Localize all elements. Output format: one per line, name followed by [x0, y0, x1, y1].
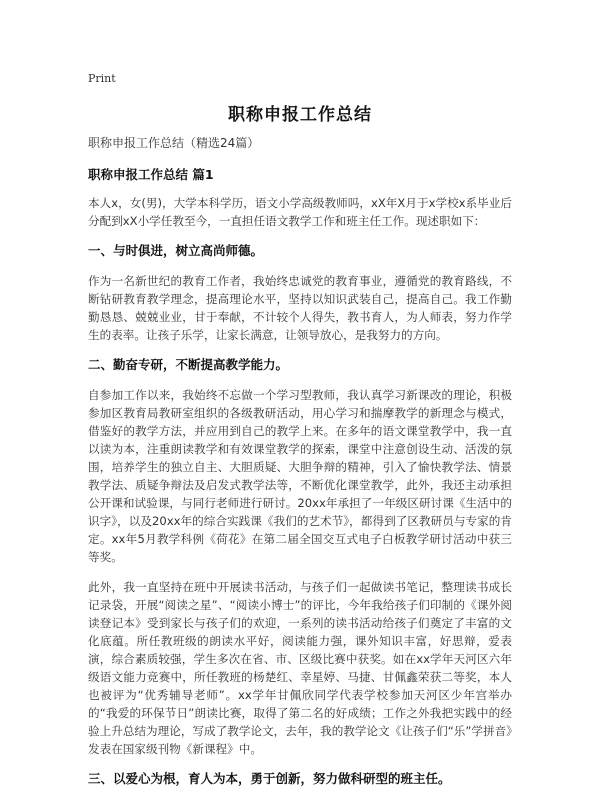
article-heading: 职称申报工作总结 篇1: [88, 167, 214, 182]
section-2-heading: 二、勤奋专研，不断提高教学能力。: [88, 357, 289, 372]
section-3-heading: 三、以爱心为根，育人为本，勇于创新，努力做科研型的班主任。: [88, 771, 451, 786]
document-title: 职称申报工作总结: [228, 105, 372, 125]
intro-paragraph: 本人x，女(男)，大学本科学历，语文小学高级教师吗，xX年X月于x学校x系毕业后分配到xX小学任教至今，一直担任语文教学工作和班主任工作。现述职如下：: [88, 196, 512, 228]
section-1-heading: 一、与时俱进，树立高尚师德。: [88, 243, 264, 258]
print-label: Print: [88, 72, 116, 85]
document-body: [88, 134, 512, 800]
section-1-paragraph: 作为一名新世纪的教育工作者，我始终忠诚党的教育事业，遵循党的教育路线，不断钻研教育教学理念，提高理论水平，坚持以知识武装自己，提高自己。我工作勤勤恳恳、兢兢业业，甘于奉献，不计较个人得失，教书育人，为人师表，努力作学生的表率。让孩子乐学，让家长满意，让领导放心，是我努力的方向。: [88, 274, 512, 342]
document-subtitle: 职称申报工作总结（精选24篇）: [88, 136, 260, 150]
section-2-paragraph-1: 自参加工作以来，我始终不忘做一个学习型教师，我认真学习新课改的理论，积极参加区教育局教研室组织的各级教研活动，用心学习和揣摩教学的新理念与模式，借鉴好的教学方法，并应用到自己的教学上来。在多年的语文课堂教学中，我一直以读为本，注重朗读教学和有效课堂教学的探索，课堂中注意创设生动、活泼的氛围，培养学生的独立自主、大胆质疑、大胆争辩的精神，引入了愉快教学法、情景教学法、质疑争辩法及启发式教学法等，不断优化课堂教学，此外，我还主动承担公开课和试验课，与同行老师进行研讨。20xx年承担了一年级区研讨课《生活中的识字》，以及20xx年的综合实践课《我们的艺术节》，都得到了区教研员与专家的肯定。xx年5月教学科例《荷花》在第二届全国交互式电子白板教学研讨活动中获三等奖。: [88, 388, 512, 564]
section-2-paragraph-2: 此外，我一直坚持在班中开展读书活动，与孩子们一起做读书笔记，整理读书成长记录袋，开展“阅读之星”、“阅读小博士”的评比，今年我给孩子们印制的《课外阅读登记本》受到家长与孩子们的欢迎，一系列的读书活动给孩子们奠定了丰富的文化底蕴。所任教班级的朗读水平好，阅读能力强，课外知识丰富，好思辩，爱表演，综合素质较强，学生多次在省、市、区级比赛中获奖。如在xx学年天河区六年级语文能力竞赛中，所任教班的杨楚红、幸星婷、马捷、甘佩鑫荣获二等奖，本人也被评为“优秀辅导老师”。xx学年甘佩欣同学代表学校参加天河区少年宫举办的“我爱的环保节日”朗读比赛，取得了第二名的好成绩；工作之外我把实践中的经验上升总结为理论，写成了教学论文，去年，我的教学论文《让孩子们“乐”学拼音》发表在国家级刊物《新课程》中。: [88, 580, 512, 756]
